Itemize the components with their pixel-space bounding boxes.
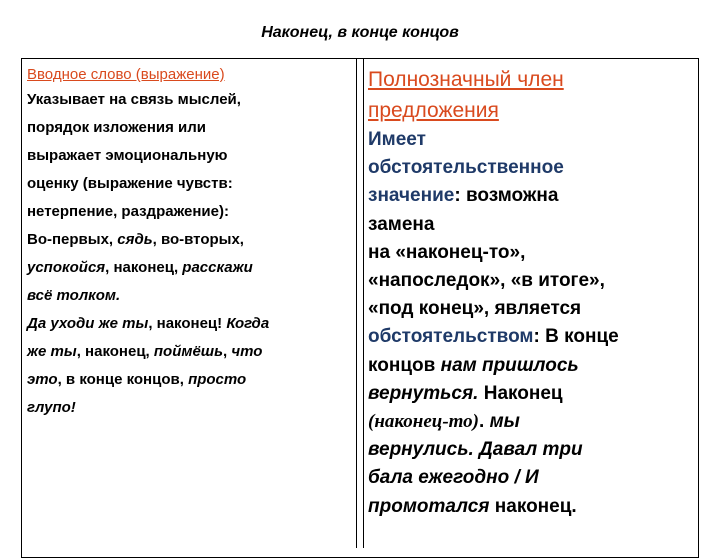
right-column-heading-line-2: предложения [368,99,499,122]
left-text-line [27,170,357,198]
text-segment: Во-первых, [27,231,118,248]
right-text-line [368,352,696,380]
text-segment: расскажи [182,259,253,276]
text-segment: замена [368,213,435,235]
text-segment: , наконец, [105,259,183,276]
text-segment: концов [368,354,441,376]
text-segment: выражает эмоциональную [27,147,228,164]
text-segment: , в конце концов, [57,371,189,388]
right-text-line [368,408,696,436]
right-column-heading-line-1: Полнозначный член [368,68,564,91]
left-text-line [27,254,357,282]
text-segment: Да уходи же ты [27,315,149,332]
text-segment: Имеет [368,129,426,150]
column-divider [356,58,364,548]
text-segment: же ты [27,343,77,360]
right-text-line [368,126,696,154]
left-text-line [27,366,357,394]
text-segment: (наконец-то) [368,411,480,433]
right-text-line [368,182,696,210]
text-segment: , [223,343,232,360]
right-text-line [368,464,696,492]
right-text-line [368,211,696,239]
text-segment: Когда [226,315,270,332]
text-segment: , наконец! [148,315,227,332]
text-segment: что [231,343,263,360]
left-text-line [27,142,357,170]
text-segment: бала ежегодно / И [368,467,539,489]
left-text-line [27,226,357,254]
right-text-line [368,267,696,295]
text-segment: «напоследок», «в итоге», [368,270,605,292]
text-segment: порядок изложения или [27,119,207,136]
text-segment: на «наконец-то», [368,241,526,263]
text-segment: оценку (выражение чувств: [27,175,233,192]
left-column-text [27,86,357,422]
text-segment: Указывает на связь мыслей, [27,91,241,108]
right-column [368,64,696,521]
text-segment: вернуться. [368,382,479,404]
text-segment: «под конец», является [368,298,582,320]
text-segment: это [27,371,58,388]
right-text-line [368,295,696,323]
right-text-line [368,154,696,182]
text-segment: нам пришлось [440,354,579,376]
left-text-line [27,86,357,114]
text-segment: поймёшь [153,343,224,360]
left-text-line [27,198,357,226]
text-segment: обстоятельством [368,326,534,348]
page-title: Наконец, в конце концов [261,24,459,41]
text-segment: наконец. [489,495,577,517]
left-text-line [27,282,357,310]
right-text-line [368,323,696,351]
text-segment: вернулись. Давал три [368,439,583,461]
text-segment: просто [188,371,247,388]
left-text-line [27,114,357,142]
right-text-line [368,380,696,408]
left-column [27,64,357,422]
text-segment: : возможна [454,185,559,207]
text-segment: . [479,411,490,433]
text-segment: Наконец [478,382,563,404]
text-segment: : В конце [533,326,619,348]
text-segment: обстоятельственное [368,157,564,179]
text-segment: сядь [117,231,153,248]
text-segment: значение [368,185,455,207]
left-text-line [27,338,357,366]
text-segment: глупо! [27,399,76,416]
text-segment: мы [489,411,520,433]
right-text-line [368,239,696,267]
text-segment: , во-вторых, [152,231,244,248]
left-column-heading: Вводное слово (выражение) [27,66,225,83]
text-segment: успокойся [27,259,106,276]
text-segment: , наконец, [76,343,154,360]
left-text-line [27,394,357,422]
right-text-line [368,493,696,521]
right-text-line [368,436,696,464]
text-segment: промотался [368,495,490,517]
left-text-line [27,310,357,338]
text-segment: всё толком. [27,287,121,304]
right-column-text [368,126,696,521]
text-segment: нетерпение, раздражение): [27,203,229,220]
